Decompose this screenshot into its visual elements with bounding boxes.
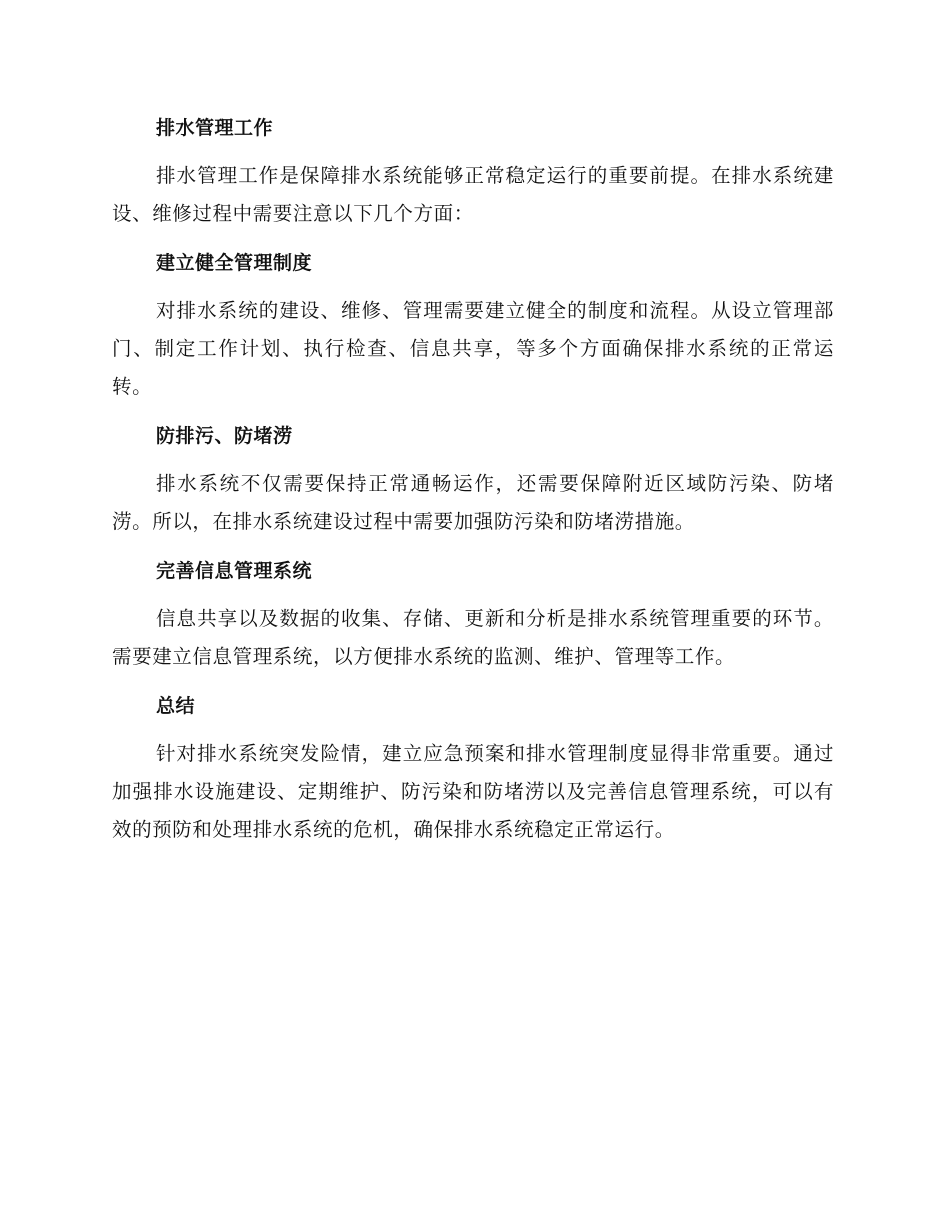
section-body-drainage-management: 排水管理工作是保障排水系统能够正常稳定运行的重要前提。在排水系统建设、维修过程中需要注意以下几个方面： [112,164,834,225]
document-page [112,112,834,849]
section-body-management-system: 对排水系统的建设、维修、管理需要建立健全的制度和流程。从设立管理部门、制定工作计划、执行检查、信息共享，等多个方面确保排水系统的正常运转。 [112,299,834,398]
section-heading-summary: 总结 [156,695,196,717]
section-heading-drainage-management: 排水管理工作 [156,117,274,139]
section-heading-information-system: 完善信息管理系统 [156,560,313,582]
section-heading-management-system: 建立健全管理制度 [156,252,313,274]
section-body-summary: 针对排水系统突发险情，建立应急预案和排水管理制度显得非常重要。通过加强排水设施建设、定期维护、防污染和防堵涝以及完善信息管理系统，可以有效的预防和处理排水系统的危机，确保排水系统稳定正常运行。 [112,742,834,841]
section-body-pollution-flood: 排水系统不仅需要保持正常通畅运作，还需要保障附近区域防污染、防堵涝。所以，在排水系统建设过程中需要加强防污染和防堵涝措施。 [112,472,834,533]
section-heading-pollution-flood: 防排污、防堵涝 [156,425,293,447]
section-body-information-system: 信息共享以及数据的收集、存储、更新和分析是排水系统管理重要的环节。需要建立信息管理系统，以方便排水系统的监测、维护、管理等工作。 [112,607,834,668]
